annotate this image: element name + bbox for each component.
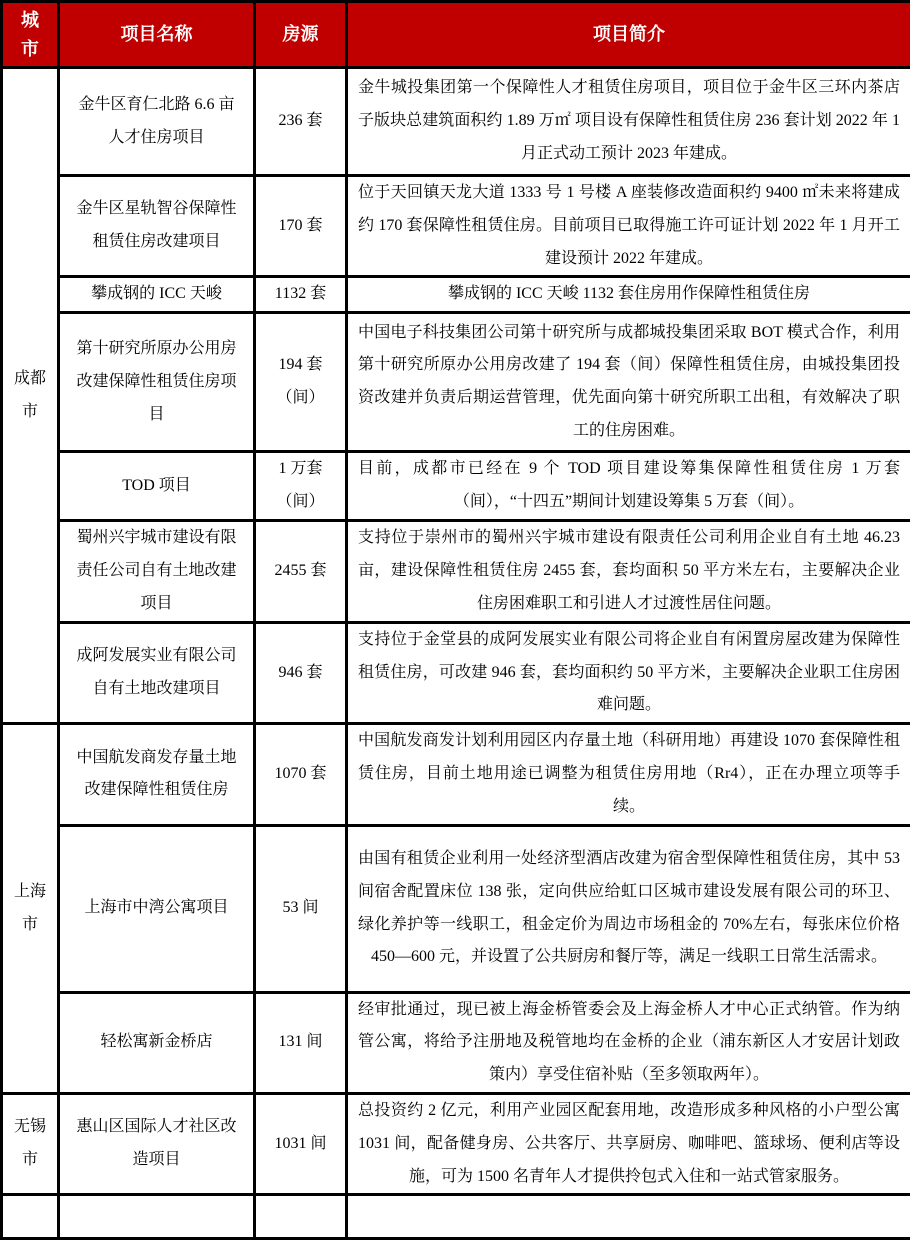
project-name-cell: 金牛区育仁北路 6.6 亩人才住房项目 bbox=[59, 68, 255, 176]
supply-cell: 1031 间 bbox=[255, 1093, 347, 1194]
supply-cell: 1070 套 bbox=[255, 724, 347, 825]
supply-cell: 1132 套 bbox=[255, 277, 347, 313]
project-name-cell: 惠山区国际人才社区改造项目 bbox=[59, 1093, 255, 1194]
supply-cell: 131 间 bbox=[255, 992, 347, 1093]
project-intro-cell bbox=[347, 1195, 910, 1239]
table-row bbox=[2, 724, 910, 825]
table-row bbox=[2, 313, 910, 452]
table-row bbox=[2, 825, 910, 992]
project-name-cell: 金牛区星轨智谷保障性租赁住房改建项目 bbox=[59, 176, 255, 277]
city-cell bbox=[2, 1195, 59, 1239]
table-row bbox=[2, 176, 910, 277]
header-project-name: 项目名称 bbox=[59, 2, 255, 68]
project-intro-cell: 由国有租赁企业利用一处经济型酒店改建为宿舍型保障性租赁住房，其中 53 间宿舍配置床位 138 张，定向供应给虹口区城市建设发展有限公司的环卫、绿化养护等一线职工，租金定价为周边市场租金的 70%左右，每张床位价格 450—600 元，并设置了公共厨房和餐厅等，满足一线职工日常生活需求。 bbox=[347, 825, 910, 992]
table-row bbox=[2, 452, 910, 521]
project-intro-cell: 经审批通过，现已被上海金桥管委会及上海金桥人才中心正式纳管。作为纳管公寓，将给予注册地及税管地均在金桥的企业（浦东新区人才安居计划政策内）享受住宿补贴（至多领取两年）。 bbox=[347, 992, 910, 1093]
supply-cell: 1 万套（间） bbox=[255, 452, 347, 521]
table-row bbox=[2, 1093, 910, 1194]
table-row bbox=[2, 622, 910, 723]
project-intro-cell: 位于天回镇天龙大道 1333 号 1 号楼 A 座装修改造面积约 9400 ㎡未来将建成约 170 套保障性租赁住房。目前项目已取得施工许可证计划 2022 年 1 月开工建设预计 2022 年建成。 bbox=[347, 176, 910, 277]
supply-cell: 194 套（间） bbox=[255, 313, 347, 452]
table-row bbox=[2, 520, 910, 622]
project-name-cell: 第十研究所原办公用房改建保障性租赁住房项目 bbox=[59, 313, 255, 452]
supply-cell: 170 套 bbox=[255, 176, 347, 277]
supply-cell: 2455 套 bbox=[255, 520, 347, 622]
table-header-row bbox=[2, 2, 910, 68]
city-cell-chengdu: 成都市 bbox=[2, 68, 59, 724]
city-cell-wuxi: 无锡市 bbox=[2, 1093, 59, 1194]
supply-cell bbox=[255, 1195, 347, 1239]
project-intro-cell: 支持位于崇州市的蜀州兴宇城市建设有限责任公司利用企业自有土地 46.23 亩，建设保障性租赁住房 2455 套，套均面积 50 平方米左右，主要解决企业住房困难职工和引进人才过渡性居住问题。 bbox=[347, 520, 910, 622]
project-intro-cell: 支持位于金堂县的成阿发展实业有限公司将企业自有闲置房屋改建为保障性租赁住房，可改建 946 套，套均面积约 50 平方米，主要解决企业职工住房困难问题。 bbox=[347, 622, 910, 723]
project-name-cell: 攀成钢的 ICC 天峻 bbox=[59, 277, 255, 313]
city-cell-shanghai: 上海市 bbox=[2, 724, 59, 1094]
project-intro-cell: 总投资约 2 亿元，利用产业园区配套用地，改造形成多种风格的小户型公寓 1031 间，配备健身房、公共客厅、共享厨房、咖啡吧、篮球场、便利店等设施，可为 1500 名青年人才提供拎包式入住和一站式管家服务。 bbox=[347, 1093, 910, 1194]
project-intro-cell: 目前，成都市已经在 9 个 TOD 项目建设筹集保障性租赁住房 1 万套（间），“十四五”期间计划建设筹集 5 万套（间）。 bbox=[347, 452, 910, 521]
table-row-cutoff bbox=[2, 1195, 910, 1239]
project-intro-cell: 攀成钢的 ICC 天峻 1132 套住房用作保障性租赁住房 bbox=[347, 277, 910, 313]
project-intro-cell: 中国航发商发计划利用园区内存量土地（科研用地）再建设 1070 套保障性租赁住房，目前土地用途已调整为租赁住房用地（Rr4），正在办理立项等手续。 bbox=[347, 724, 910, 825]
header-city: 城市 bbox=[2, 2, 59, 68]
project-name-cell bbox=[59, 1195, 255, 1239]
project-name-cell: 中国航发商发存量土地改建保障性租赁住房 bbox=[59, 724, 255, 825]
header-intro: 项目简介 bbox=[347, 2, 910, 68]
table-row bbox=[2, 68, 910, 176]
project-name-cell: 上海市中湾公寓项目 bbox=[59, 825, 255, 992]
project-name-cell: 蜀州兴宇城市建设有限责任公司自有土地改建项目 bbox=[59, 520, 255, 622]
supply-cell: 53 间 bbox=[255, 825, 347, 992]
table-row bbox=[2, 277, 910, 313]
supply-cell: 946 套 bbox=[255, 622, 347, 723]
project-intro-cell: 中国电子科技集团公司第十研究所与成都城投集团采取 BOT 模式合作，利用第十研究所原办公用房改建了 194 套（间）保障性租赁住房，由城投集团投资改建并负责后期运营管理，优先面向第十研究所职工出租，有效解决了职工的住房困难。 bbox=[347, 313, 910, 452]
header-supply: 房源 bbox=[255, 2, 347, 68]
project-intro-cell: 金牛城投集团第一个保障性人才租赁住房项目，项目位于金牛区三环内茶店子版块总建筑面积约 1.89 万㎡ 项目设有保障性租赁住房 236 套计划 2022 年 1 月正式动工预计 2023 年建成。 bbox=[347, 68, 910, 176]
project-name-cell: 成阿发展实业有限公司自有土地改建项目 bbox=[59, 622, 255, 723]
project-name-cell: TOD 项目 bbox=[59, 452, 255, 521]
project-name-cell: 轻松寓新金桥店 bbox=[59, 992, 255, 1093]
table-row bbox=[2, 992, 910, 1093]
supply-cell: 236 套 bbox=[255, 68, 347, 176]
